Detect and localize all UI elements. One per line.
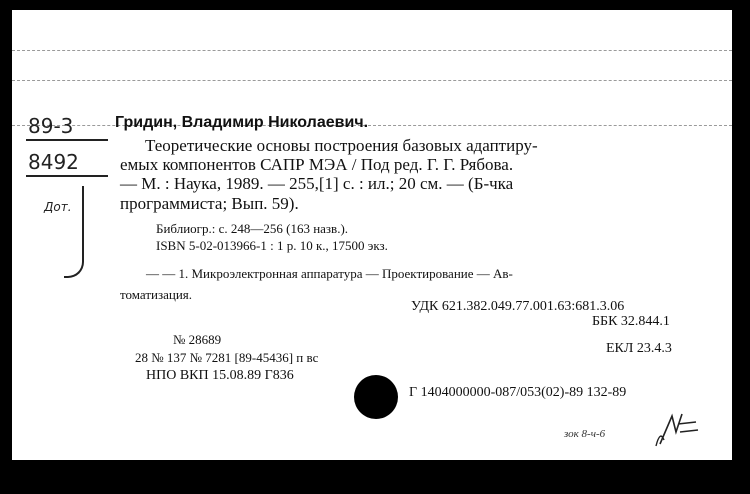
punch-hole — [354, 375, 398, 419]
publisher-info: НПО ВКП 15.08.89 Г836 — [146, 368, 294, 383]
ruled-line — [12, 80, 732, 81]
title-line: программиста; Вып. 59). — [120, 194, 299, 213]
call-number-1: 89-3 — [28, 114, 74, 138]
call-number-2: 8492 — [28, 150, 79, 174]
publisher-info: 28 № 137 № 7281 [89-45436] п вс — [135, 350, 319, 365]
subject-heading-continued: томатизация. — [120, 287, 193, 302]
subject-heading: — — 1. Микроэлектронная аппаратура — Проектирование — Ав- — [146, 266, 513, 281]
ruled-line — [12, 50, 732, 51]
udk-code: УДК 621.382.049.77.001.63:681.3.06 — [411, 299, 625, 314]
call-number-underline — [26, 175, 108, 177]
signature-note: зок 8-ч-6 — [564, 428, 606, 440]
title-line: емых компонентов САПР МЭА / Под ред. Г. Г. Рябова. — [120, 155, 514, 174]
call-number-underline — [26, 139, 108, 141]
author-name: Гридин, Владимир Николаевич. — [115, 114, 369, 131]
title-line: Теоретические основы построения базовых адаптиру- — [145, 136, 538, 155]
handwritten-initial: Дот. — [44, 200, 72, 214]
isbn-line: ISBN 5-02-013966-1 : 1 р. 10 к., 17500 экз. — [156, 238, 388, 253]
bbk-code: ББК 32.844.1 — [592, 314, 670, 329]
title-line: — М. : Наука, 1989. — 255,[1] с. : ил.; 20 см. — (Б-чка — [120, 174, 514, 193]
catalog-card — [12, 10, 732, 460]
price-code: Г 1404000000-087/053(02)-89 132-89 — [409, 385, 627, 400]
handwritten-bracket — [64, 186, 84, 278]
bibliography-note: Библиогр.: с. 248—256 (163 назв.). — [156, 221, 349, 236]
card-number: № 28689 — [173, 332, 222, 347]
ekl-code: ЕКЛ 23.4.3 — [606, 341, 672, 356]
